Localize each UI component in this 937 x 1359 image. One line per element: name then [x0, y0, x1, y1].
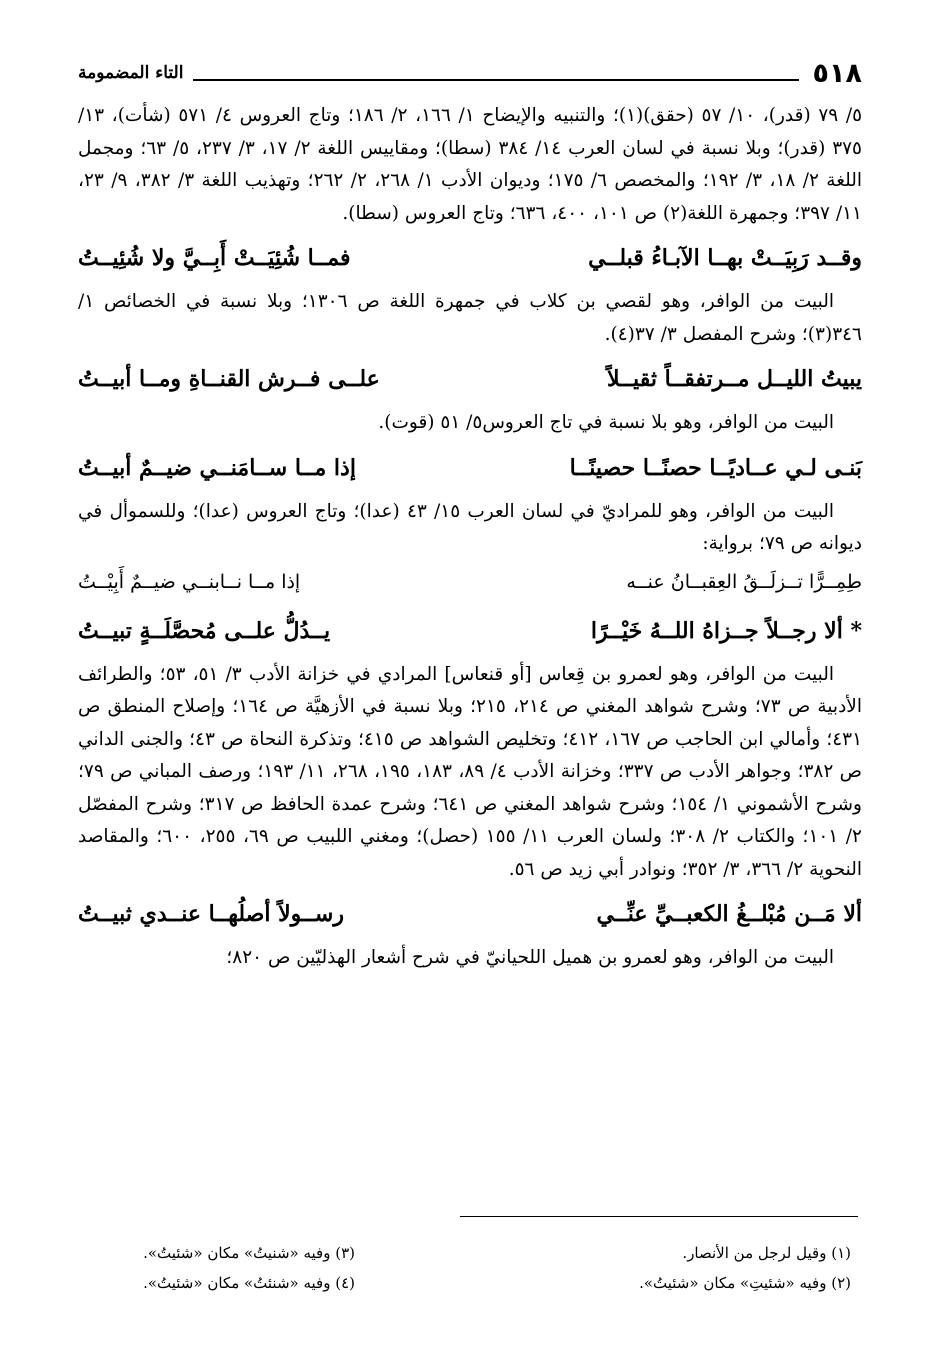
- verse-1-second-hemistich: فمــا شُئِيَــتْ أَبِــيَّ ولا شُئِيــتُ: [78, 245, 351, 271]
- verse-1: [78, 230, 862, 286]
- verse-5-second-hemistich: رســولاً أصلُهــا عنــدي ثبيــتُ: [78, 901, 344, 927]
- verse-4: [78, 603, 862, 659]
- verse-variant-first-hemistich: طِمِــرًّا تــزلَــقُ العِقبــانُ عنــه: [626, 570, 862, 593]
- paragraph-citations-2: البيت من الوافر، وهو لقصي بن كلاب في جمهرة اللغة ص ١٣٠٦؛ وبلا نسبة في الخصائص ١/ ٣٤٦(٣)؛ وشرح المفصل ٣/ ٣٧(٤).: [78, 291, 862, 345]
- verse-5: [78, 886, 862, 942]
- verse-1-first-hemistich: وقــد رَبِيَــتْ بهــا الآبـاءُ قبلــي: [588, 245, 862, 271]
- paragraph-citations-4: البيت من الوافر، وهو للمراديّ في لسان العرب ١٥/ ٤٣ (عدا)؛ وتاج العروس (عدا)؛ وللسموأل في ديوانه ص ٧٩؛ برواية:: [78, 500, 862, 554]
- verse-3: [78, 440, 862, 496]
- verse-3-first-hemistich: بَنـى لـي عــاديًــا حصنًــا حصينًــا: [569, 454, 862, 481]
- footnote-1: (١) وقيل لرجل من الأنصار.: [682, 1244, 851, 1262]
- paragraph-citations-1: ٥/ ٧٩ (قدر)، ١٠/ ٥٧ (حقق)(١)؛ والتنبيه والإيضاح ١/ ١٦٦، ٢/ ١٨٦؛ وتاج العروس ٤/ ٥٧١ (شأت)، ١٣/ ٣٧٥ (قدر)؛ وبلا نسبة في لسان العرب ١٤/ ٣٨٤ (سطا)؛ ومقاييس اللغة ٢/ ١٧، ٣/ ٢٣٧، ٥/ ٦٣؛ ومجمل اللغة ٢/ ١٨، ٣/ ١٩٢؛ والمخصص ٦/ ١٧٥؛ وديوان الأدب ١/ ٢٦٨، ٢/ ٢٦٢؛ وتهذيب اللغة ٣/ ٣٨٢، ٩/ ٢٣، ١١/ ٣٩٧؛ وجمهرة اللغة(٢) ص ١٠١، ٤٠٠، ٦٣٦؛ وتاج العروس (سطا).: [78, 105, 863, 224]
- verse-2: [78, 351, 862, 407]
- header-rule: [193, 65, 798, 81]
- page-body: [78, 52, 862, 975]
- footnote-2: (٢) وفيه «شئيتِ» مكان «شئيتُ».: [639, 1274, 851, 1292]
- paragraph-citations-6: البيت من الوافر، وهو لعمرو بن هميل اللحيانيّ في شرح أشعار الهذليّين ص ٨٢٠؛: [226, 947, 834, 968]
- verse-4-first-hemistich: * ألا رجــلاً جــزاهُ اللــهُ خَيْــرًا: [590, 617, 862, 644]
- verse-5-first-hemistich: ألا مَــن مُبْلــغُ الكعبــيِّ عنِّــي: [596, 901, 862, 927]
- verse-variant-second-hemistich: إذا مــا نــابنــي ضيــمٌ أَبِيْــتُ: [78, 570, 301, 593]
- footnote-rule: [460, 1216, 858, 1217]
- footnotes: [75, 1238, 859, 1298]
- verse-4-second-hemistich: يــدُلُّ علــى مُحصَّلَــةٍ تبيــتُ: [78, 617, 331, 644]
- verse-2-first-hemistich: يبيتُ الليــل مــرتفقــاً ثقيــلاً: [607, 366, 862, 392]
- paragraph-citations-5: البيت من الوافر، وهو لعمرو بن قِعاس [أو قنعاس] المرادي في خزانة الأدب ٣/ ٥١، ٥٣؛ والطرائف الأدبية ص ٧٣؛ وشرح شواهد المغني ص ٢١٤، ٢١٥؛ وبلا نسبة في الأزهيَّة ص ١٦٤؛ وإصلاح المنطق ص ٤٣١؛ وأمالي ابن الحاجب ص ١٦٧، ٤١٢؛ وتخليص الشواهد ص ٤١٥؛ وتذكرة النحاة ص ٤٣؛ والجنى الداني ص ٣٨٢؛ وجواهر الأدب ص ٣٣٧؛ وخزانة الأدب ٤/ ٨٩، ١٨٣، ١٩٥، ٢٦٨، ١١/ ١٩٣؛ ورصف المباني ص ٧٩؛ وشرح الأشموني ١/ ١٥٤؛ وشرح شواهد المغني ص ٦٤١؛ وشرح عمدة الحافظ ص ٣١٧؛ وشرح المفصّل ٢/ ١٠١؛ والكتاب ٢/ ٣٠٨؛ ولسان العرب ١١/ ١٥٥ (حصل)؛ ومغني اللبيب ص ٦٩، ٢٥٥، ٦٠٠؛ والمقاصد النحوية ٢/ ٣٦٦، ٣/ ٣٥٢؛ ونوادر أبي زيد ص ٥٦.: [78, 663, 863, 880]
- footnote-3: (٣) وفيه «شنيتُ» مكان «شئيتُ».: [143, 1244, 355, 1262]
- verse-variant: [78, 561, 862, 603]
- paragraph-citations-3: البيت من الوافر، وهو بلا نسبة في تاج العروس٥/ ٥١ (قوت).: [378, 412, 834, 433]
- chapter-title: التاء المضمومة: [78, 63, 184, 83]
- page-header: [78, 52, 862, 94]
- verse-3-second-hemistich: إذا مــا ســامَنــي ضيــمٌ أبيــتُ: [78, 454, 356, 481]
- page-number: ٥١٨: [812, 57, 862, 89]
- footnote-4: (٤) وفيه «شنئتُ» مكان «شئيتُ».: [143, 1274, 355, 1292]
- verse-2-second-hemistich: علــى فــرش القنــاةِ ومــا أبيــتُ: [78, 366, 380, 392]
